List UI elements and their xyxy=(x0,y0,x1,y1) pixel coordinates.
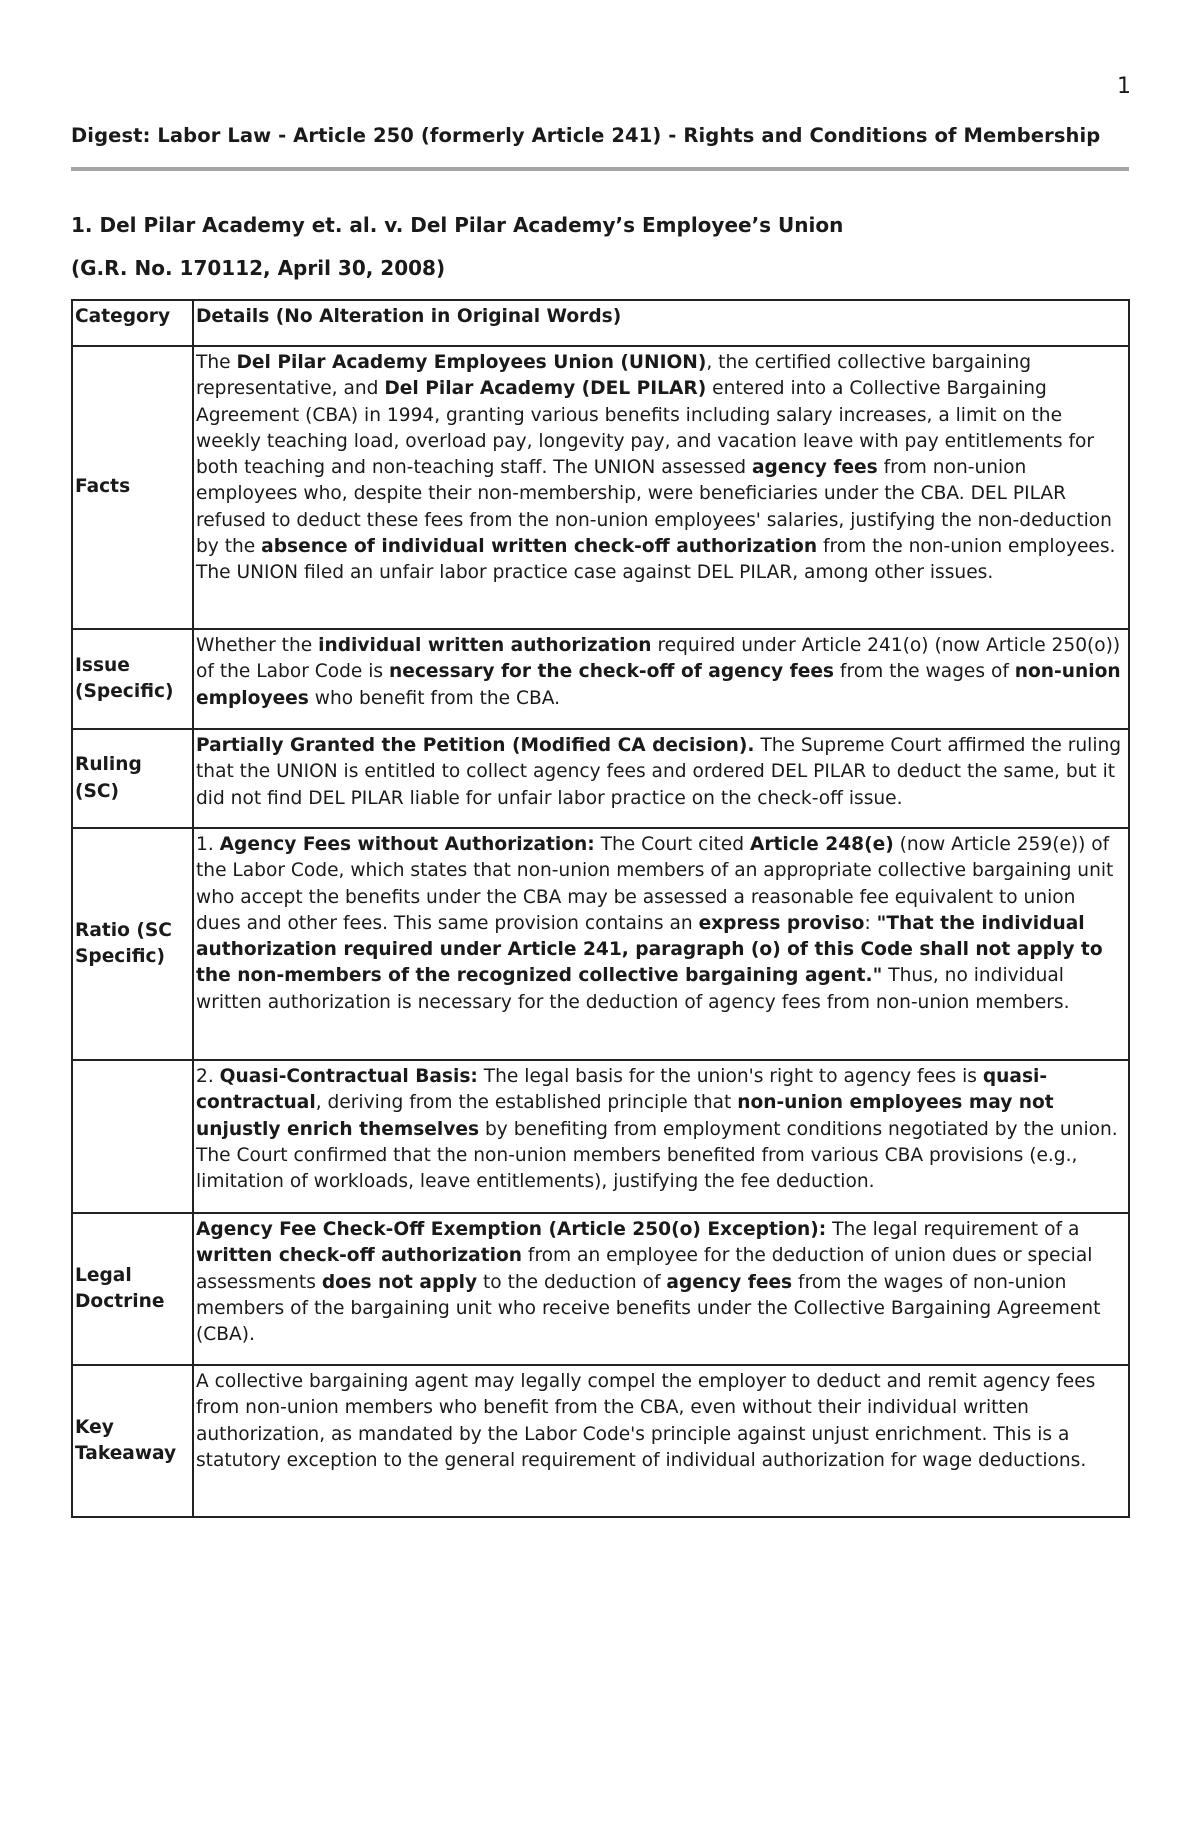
digest-table xyxy=(71,299,1130,1518)
table-row-issue xyxy=(72,629,1129,729)
page-number: 1 xyxy=(1117,74,1131,99)
table-row-doctrine xyxy=(72,1213,1129,1365)
category-ruling: Ruling (SC) xyxy=(72,729,193,828)
category-takeaway: Key Takeaway xyxy=(72,1365,193,1517)
header-category: Category xyxy=(72,300,193,346)
category-ratio: Ratio (SC Specific) xyxy=(72,828,193,1060)
category-ratio-continued xyxy=(72,1060,193,1213)
table-row-ratio-1 xyxy=(72,828,1129,1060)
table-row-takeaway xyxy=(72,1365,1129,1517)
case-title: 1. Del Pilar Academy et. al. v. Del Pilar Academy’s Employee’s Union xyxy=(71,213,844,237)
category-facts: Facts xyxy=(72,346,193,629)
details-doctrine: Agency Fee Check-Off Exemption (Article 250(o) Exception): The legal requirement of a written check-off authorization from an employee for the deduction of union dues or special assessments does not apply to the deduction of agency fees from the wages of non-union members of the bargaining unit who receive benefits under the Collective Bargaining Agreement (CBA). xyxy=(193,1213,1129,1365)
details-ratio-1: 1. Agency Fees without Authorization: The Court cited Article 248(e) (now Article 259(e)) of the Labor Code, which states that non-union members of an appropriate collective bargaining unit who accept the benefits under the CBA may be assessed a reasonable fee equivalent to union dues and other fees. This same provision contains an express proviso: "That the individual authorization required under Article 241, paragraph (o) of this Code shall not apply to the non-members of the recognized collective bargaining agent." Thus, no individual written authorization is necessary for the deduction of agency fees from non-union members. xyxy=(193,828,1129,1060)
details-ratio-2: 2. Quasi-Contractual Basis: The legal basis for the union's right to agency fees is quasi-contractual, deriving from the established principle that non-union employees may not unjustly enrich themselves by benefiting from employment conditions negotiated by the union. The Court confirmed that the non-union members benefited from various CBA provisions (e.g., limitation of workloads, leave entitlements), justifying the fee deduction. xyxy=(193,1060,1129,1213)
table-row-facts xyxy=(72,346,1129,629)
details-issue: Whether the individual written authorization required under Article 241(o) (now Article 250(o)) of the Labor Code is necessary for the check-off of agency fees from the wages of non-union employees who benefit from the CBA. xyxy=(193,629,1129,729)
details-ruling: Partially Granted the Petition (Modified CA decision). The Supreme Court affirmed the ruling that the UNION is entitled to collect agency fees and ordered DEL PILAR to deduct the same, but it did not find DEL PILAR liable for unfair labor practice on the check-off issue. xyxy=(193,729,1129,828)
category-doctrine: Legal Doctrine xyxy=(72,1213,193,1365)
details-facts: The Del Pilar Academy Employees Union (UNION), the certified collective bargaining representative, and Del Pilar Academy (DEL PILAR) entered into a Collective Bargaining Agreement (CBA) in 1994, granting various benefits including salary increases, a limit on the weekly teaching load, overload pay, longevity pay, and vacation leave with pay entitlements for both teaching and non-teaching staff. The UNION assessed agency fees from non-union employees who, despite their non-membership, were beneficiaries under the CBA. DEL PILAR refused to deduct these fees from the non-union employees' salaries, justifying the non-deduction by the absence of individual written check-off authorization from the non-union employees. The UNION filed an unfair labor practice case against DEL PILAR, among other issues. xyxy=(193,346,1129,629)
table-header-row xyxy=(72,300,1129,346)
case-reference: (G.R. No. 170112, April 30, 2008) xyxy=(71,256,446,280)
document-header: Digest: Labor Law - Article 250 (formerly Article 241) - Rights and Conditions of Membership xyxy=(71,124,1101,147)
header-divider xyxy=(71,167,1129,171)
table-row-ratio-2 xyxy=(72,1060,1129,1213)
table-row-ruling xyxy=(72,729,1129,828)
header-details: Details (No Alteration in Original Words) xyxy=(193,300,1129,346)
details-takeaway: A collective bargaining agent may legally compel the employer to deduct and remit agency fees from non-union members who benefit from the CBA, even without their individual written authorization, as mandated by the Labor Code's principle against unjust enrichment. This is a statutory exception to the general requirement of individual authorization for wage deductions. xyxy=(193,1365,1129,1517)
category-issue: Issue (Specific) xyxy=(72,629,193,729)
